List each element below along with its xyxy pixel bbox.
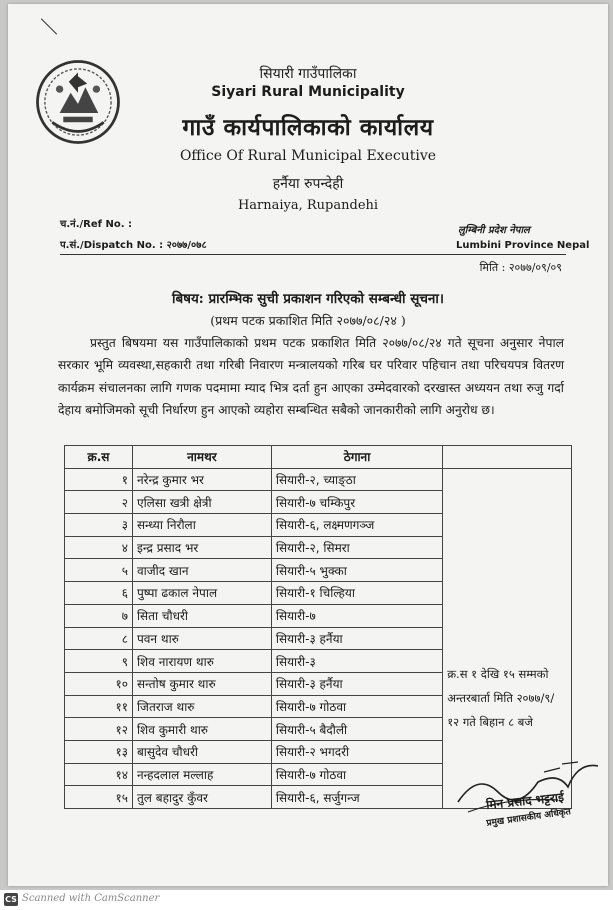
- row-sn: १२: [65, 718, 133, 741]
- row-sn: ८: [65, 627, 133, 650]
- row-sn: ५: [65, 559, 133, 582]
- row-name: वाजीद खान: [132, 559, 271, 582]
- row-address: सियारी-६, लक्ष्मणगञ्ज: [271, 514, 442, 537]
- row-address: सियारी-५ बैदौली: [271, 718, 442, 741]
- signatory-name: मिन प्रसाद भट्टराई: [485, 789, 565, 813]
- row-sn: ७: [65, 604, 133, 627]
- row-address: सियारी-५ भुक्का: [271, 559, 442, 582]
- row-address: सियारी-६, सर्जुगन्ज: [271, 786, 442, 809]
- row-name: जितराज थारु: [132, 695, 271, 718]
- row-address: सियारी-३: [271, 650, 442, 673]
- row-sn: १४: [65, 763, 133, 786]
- office-title-en: Office Of Rural Municipal Executive: [179, 148, 437, 164]
- row-sn: २: [65, 491, 133, 514]
- interview-note: क्र.स १ देखि १५ सम्मको अन्तरबार्ता मिति २०७७/९/ १२ गते बिहान ८ बजे: [447, 667, 555, 730]
- col-header-name: नामथर: [132, 446, 271, 469]
- row-name: पवन थारु: [132, 627, 271, 650]
- table-header-row: [65, 446, 572, 469]
- row-sn: ४: [65, 536, 133, 559]
- row-name: सन्ध्या निरौला: [132, 514, 271, 537]
- row-sn: १३: [65, 740, 133, 763]
- municipality-name-en: Siyari Rural Municipality: [211, 84, 405, 100]
- row-address: सियारी-७ चम्किपुर: [271, 491, 442, 514]
- address-en: Harnaiya, Rupandehi: [237, 198, 379, 213]
- row-address: सियारी-२, सिमरा: [271, 536, 442, 559]
- table-row: [65, 468, 572, 491]
- fold-mark: [41, 18, 57, 34]
- office-title-np: गाउँ कार्यपालिकाको कार्यालय: [182, 114, 434, 141]
- row-address: सियारी-३ हर्नैया: [271, 672, 442, 695]
- row-sn: ११: [65, 695, 133, 718]
- row-name: शिव नारायण थारु: [132, 650, 271, 673]
- subject-title: बिषय: प्रारम्भिक सुची प्रकाशन गरिएको सम्बन्धी सूचना।: [171, 291, 445, 307]
- municipality-name-np: सियारी गाउँपालिका: [259, 66, 357, 82]
- row-address: सियारी-२ भगदरी: [271, 740, 442, 763]
- row-address: सियारी-७: [271, 604, 442, 627]
- document-page: [8, 4, 608, 886]
- row-name: तुल बहादुर कुँवर: [132, 786, 271, 809]
- province-np: लुम्बिनी प्रदेश नेपाल: [458, 225, 530, 236]
- row-sn: ३: [65, 514, 133, 537]
- row-address: सियारी-१ चिल्हिया: [271, 582, 442, 605]
- signatory-title: प्रमुख प्रशासकीय अधिकृत: [485, 807, 572, 829]
- row-sn: ६: [65, 582, 133, 605]
- row-sn: ९: [65, 650, 133, 673]
- ref-number: च.नं./Ref No. :: [60, 219, 132, 230]
- col-header-sn: क्र.स: [65, 446, 133, 469]
- camscanner-icon: CS: [5, 895, 17, 904]
- row-sn: १०: [65, 672, 133, 695]
- row-name: सन्तोष कुमार थारु: [132, 672, 271, 695]
- dispatch-number: प.सं./Dispatch No. : २०७७/०७८: [60, 240, 207, 251]
- scanner-watermark: Scanned with CamScanner: [22, 893, 160, 904]
- row-name: एलिसा खत्री क्षेत्री: [132, 491, 271, 514]
- col-header-address: ठेगाना: [271, 446, 442, 469]
- row-name: पुष्पा ढकाल नेपाल: [132, 582, 271, 605]
- document-date: मिति : २०७७/०९/०९: [479, 261, 562, 274]
- row-address: सियारी-७ गोठवा: [271, 695, 442, 718]
- row-sn: १५: [65, 786, 133, 809]
- row-sn: १: [65, 468, 133, 491]
- row-name: बासुदेव चौधरी: [132, 740, 271, 763]
- row-address: सियारी-२, च्याङ्ठा: [271, 468, 442, 491]
- row-name: इन्द्र प्रसाद भर: [132, 536, 271, 559]
- subject-subtitle: (प्रथम पटक प्रकाशित मिति २०७७/०८/२४ ): [210, 313, 406, 328]
- row-address: सियारी-३ हर्नैया: [271, 627, 442, 650]
- row-name: शिव कुमारी थारु: [132, 718, 271, 741]
- notice-body: प्रस्तुत बिषयमा यस गाउँपालिकाको प्रथम पटक प्रकाशित मिति २०७७/०८/२४ गते सूचना अनुसार नेपाल सरकार भूमि व्यवस्था,सहकारी तथा गरिबी निवारण मन्त्रालयको गरिब घर परिवार पहिचान तथा परिचयपत्र वितरण कार्यक्रम संचालनका लागि गणक पदमामा म्याद भित्र दर्ता हुन आएका उम्मेदवारको दरखास्त अध्ययन तथा रुजु गर्दा देहाय बमोजिमको सूची निर्धारण हुन आएको व्यहोरा सम्बन्धित सबैको जानकारीको लागि अनुरोध छ।: [58, 336, 564, 418]
- row-address: सियारी-७ गोठवा: [271, 763, 442, 786]
- col-header-note: [443, 446, 572, 469]
- address-np: हर्नैया रुपन्देही: [272, 176, 344, 192]
- province-en: Lumbini Province Nepal: [456, 240, 590, 251]
- row-name: नरेन्द्र कुमार भर: [132, 468, 271, 491]
- row-name: सिता चौधरी: [132, 604, 271, 627]
- header-divider: [60, 254, 566, 255]
- row-name: नन्हदलाल मल्लाह: [132, 763, 271, 786]
